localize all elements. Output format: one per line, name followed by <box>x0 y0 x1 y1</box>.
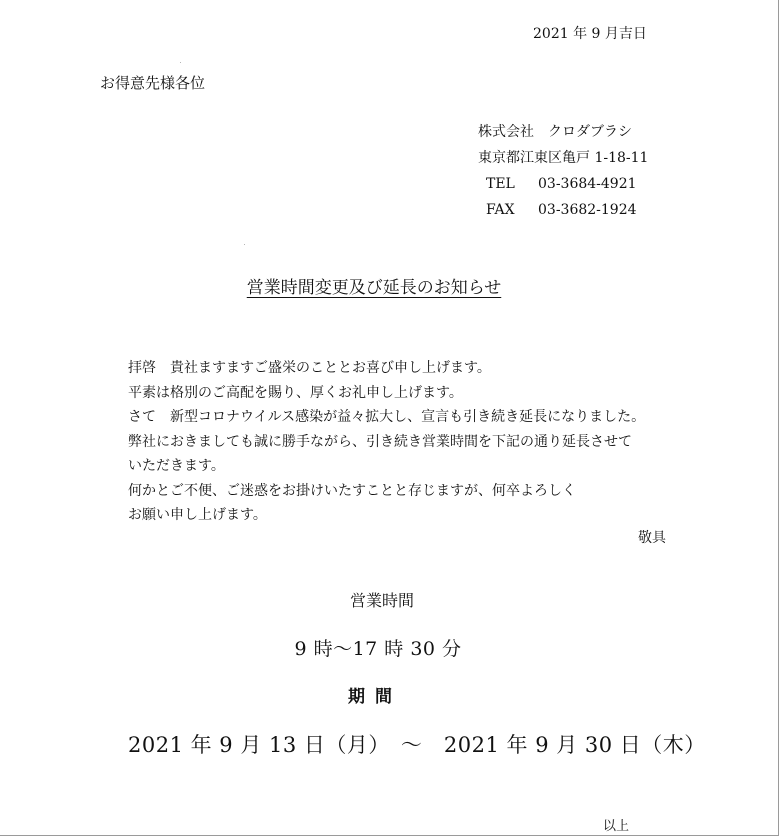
sender-fax <box>478 197 648 223</box>
fax-number: 03-3682-1924 <box>538 202 637 218</box>
hours-value: 9 時～17 時 30 分 <box>294 638 462 660</box>
body-line: さて 新型コロナウイルス感染が益々拡大し、宣言も引き続き延長になりました。 <box>128 409 646 425</box>
body-line: お願い申し上げます。 <box>128 507 267 523</box>
issue-date: 2021 年 9 月吉日 <box>533 26 647 42</box>
period-label: 期間 <box>348 687 402 707</box>
period-value: 2021 年 9 月 13 日（月） ～ 2021 年 9 月 30 日（木） <box>128 733 706 757</box>
tel-label: TEL <box>486 176 515 192</box>
end-mark: 以上 <box>603 819 630 834</box>
hours-label: 営業時間 <box>349 591 414 610</box>
sender-address: 東京都江東区亀戸 1-18-11 <box>478 150 649 166</box>
scan-speck <box>244 244 245 245</box>
scan-speck <box>180 62 181 63</box>
body-line: いただきます。 <box>128 458 225 474</box>
body-line: 何かとご不便、ご迷惑をお掛けいたすことと存じますが、何卒よろしく <box>128 482 576 499</box>
closing-keigu: 敬具 <box>638 530 666 546</box>
notice-body <box>128 356 645 528</box>
sender-block <box>478 119 648 223</box>
tel-number: 03-3684-4921 <box>538 176 637 192</box>
fax-label: FAX <box>486 202 515 218</box>
body-line: 拝啓 貴社ますますご盛栄のこととお喜び申し上げます。 <box>128 360 491 376</box>
notice-title: 営業時間変更及び延長のお知らせ <box>246 278 502 298</box>
sender-company-name: 株式会社 クロダブラシ <box>478 124 632 140</box>
sender-tel <box>478 171 648 197</box>
recipient-line: お得意先様各位 <box>100 74 206 92</box>
body-line: 弊社におきましても誠に勝手ながら、引き続き営業時間を下記の通り延長させて <box>128 433 632 450</box>
body-line: 平素は格別のご高配を賜り、厚くお礼申し上げます。 <box>128 384 463 401</box>
